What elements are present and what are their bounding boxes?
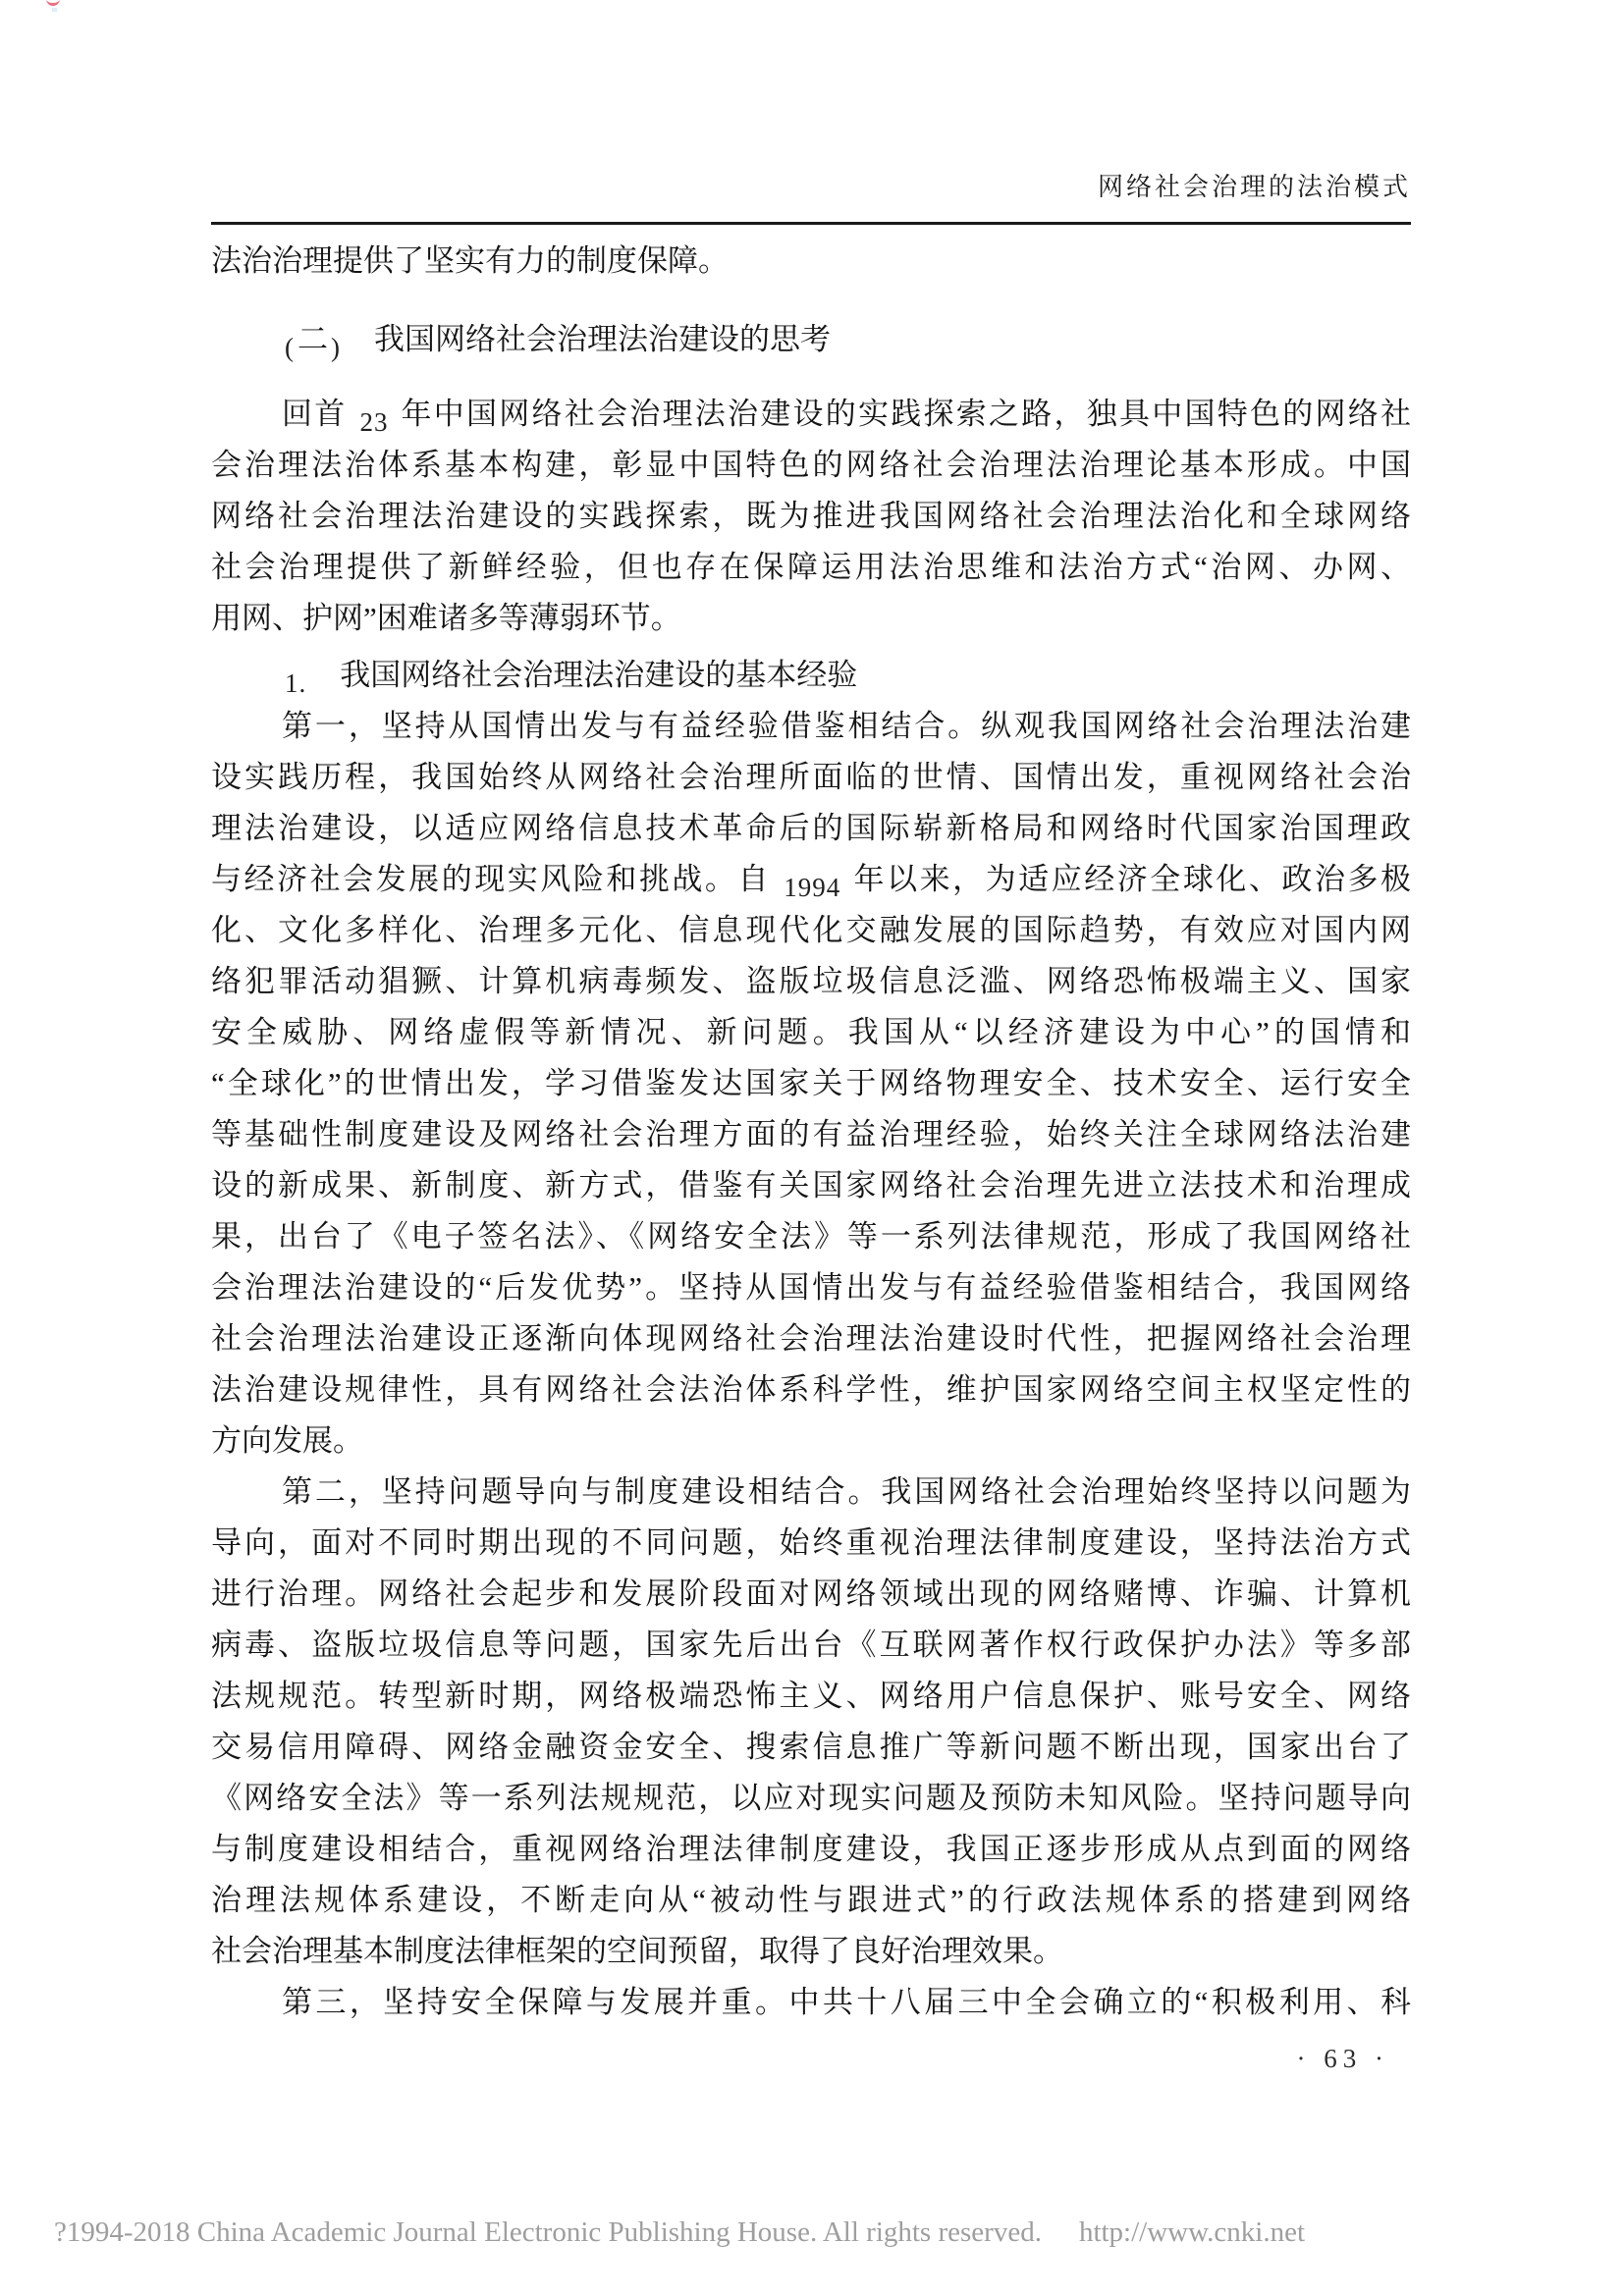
- text-line: 会治理法治建设的“后发优势”。坚持从国情出发与有益经验借鉴相结合，我国网络: [211, 1270, 1411, 1305]
- inline-numeral: 1.: [285, 668, 307, 698]
- text-line: 化、文化多样化、治理多元化、信息现代化交融发展的国际趋势，有效应对国内网: [211, 913, 1411, 947]
- text-line: 等基础性制度建设及网络社会治理方面的有益治理经验，始终关注全球网络法治建: [211, 1117, 1411, 1151]
- inline-numeral: 1994: [784, 873, 841, 902]
- text-line: 社会治理提供了新鲜经验，但也存在保障运用法治思维和法治方式“治网、办网、: [211, 550, 1411, 584]
- text-line: 设实践历程，我国始终从网络社会治理所面临的世情、国情出发，重视网络社会治: [211, 760, 1411, 794]
- section-heading: 1. 我国网络社会治理法治建设的基本经验: [285, 658, 858, 698]
- text-line: 法治建设规律性，具有网络社会法治体系科学性，维护国家网络空间主权坚定性的: [211, 1372, 1411, 1407]
- text-line: 与制度建设相结合，重视网络治理法律制度建设，我国正逐步形成从点到面的网络: [211, 1832, 1411, 1866]
- text-line: 社会治理法治建设正逐渐向体现网络社会治理法治建设时代性，把握网络社会治理: [211, 1321, 1411, 1356]
- text-line: 会治理法治体系基本构建，彰显中国特色的网络社会治理法治理论基本形成。中国: [211, 448, 1411, 482]
- body-text: [211, 236, 1411, 2028]
- text-line: 病毒、盗版垃圾信息等问题，国家先后出台《互联网著作权行政保护办法》等多部: [211, 1628, 1411, 1662]
- text-line: 方向发展。: [211, 1423, 363, 1458]
- text-line: “全球化”的世情出发，学习借鉴发达国家关于网络物理安全、技术安全、运行安全: [211, 1066, 1411, 1100]
- page-number: · 63 ·: [1296, 2044, 1389, 2073]
- text-line: 第三，坚持安全保障与发展并重。中共十八届三中全会确立的“积极利用、科: [282, 1985, 1411, 2019]
- section-heading: (二 ) 我国网络社会治理法治建设的思考: [285, 322, 831, 362]
- inline-numeral: (: [285, 333, 295, 362]
- footer-url: http://www.cnki.net: [1078, 2216, 1306, 2248]
- text-line: 果，出台了《电子签名法》、《网络安全法》等一系列法律规范，形成了我国网络社: [211, 1219, 1411, 1254]
- running-title: 网络社会治理的法治模式: [1097, 173, 1411, 201]
- text-line: 社会治理基本制度法律框架的空间预留，取得了良好治理效果。: [211, 1934, 1063, 1968]
- text-line: 设的新成果、新制度、新方式，借鉴有关国家网络社会治理先进立法技术和治理成: [211, 1168, 1411, 1202]
- text-line: 与经济社会发展的现实风险和挑战。自 1994 年以来，为适应经济全球化、政治多极: [211, 862, 1411, 902]
- footer: [54, 2215, 1586, 2250]
- text-line: 用网、护网”困难诸多等薄弱环节。: [211, 601, 681, 635]
- text-line: 《网络安全法》等一系列法规规范，以应对现实问题及预防未知风险。坚持问题导向: [211, 1781, 1411, 1815]
- text-line: 第二，坚持问题导向与制度建设相结合。我国网络社会治理始终坚持以问题为: [282, 1474, 1411, 1509]
- text-line: 安全威胁、网络虚假等新情况、新问题。我国从“以经济建设为中心”的国情和: [211, 1015, 1411, 1049]
- inline-numeral: 23: [359, 407, 389, 437]
- text-line: 导向，面对不同时期出现的不同问题，始终重视治理法律制度建设，坚持法治方式: [211, 1525, 1411, 1560]
- text-line: 网络社会治理法治建设的实践探索，既为推进我国网络社会治理法治化和全球网络: [211, 499, 1411, 533]
- text-line: 法治治理提供了坚实有力的制度保障。: [211, 243, 729, 278]
- header-rule: [211, 222, 1411, 225]
- scan-artifact-mark: [46, 0, 60, 6]
- scan-artifact-dot: [52, 8, 57, 12]
- text-line: 法规规范。转型新时期，网络极端恐怖主义、网络用户信息保护、账号安全、网络: [211, 1679, 1411, 1713]
- running-header: [211, 167, 1411, 203]
- text-line: 理法治建设，以适应网络信息技术革命后的国际崭新格局和网络时代国家治国理政: [211, 811, 1411, 845]
- text-line: 进行治理。网络社会起步和发展阶段面对网络领域出现的网络赌博、诈骗、计算机: [211, 1576, 1411, 1611]
- text-line: 交易信用障碍、网络金融资金安全、搜索信息推广等新问题不断出现，国家出台了: [211, 1730, 1411, 1764]
- text-line: 第一，坚持从国情出发与有益经验借鉴相结合。纵观我国网络社会治理法治建: [282, 709, 1411, 743]
- text-line: 治理法规体系建设，不断走向从“被动性与跟进式”的行政法规体系的搭建到网络: [211, 1883, 1411, 1917]
- footer-copyright: ?1994-2018 China Academic Journal Electronic Publishing House. All rights reserved.: [54, 2216, 1042, 2248]
- text-line: 回首 23 年中国网络社会治理法治建设的实践探索之路，独具中国特色的网络社: [282, 397, 1411, 437]
- text-line: 络犯罪活动猖獗、计算机病毒频发、盗版垃圾信息泛滥、网络恐怖极端主义、国家: [211, 964, 1411, 998]
- inline-numeral: ): [331, 333, 341, 362]
